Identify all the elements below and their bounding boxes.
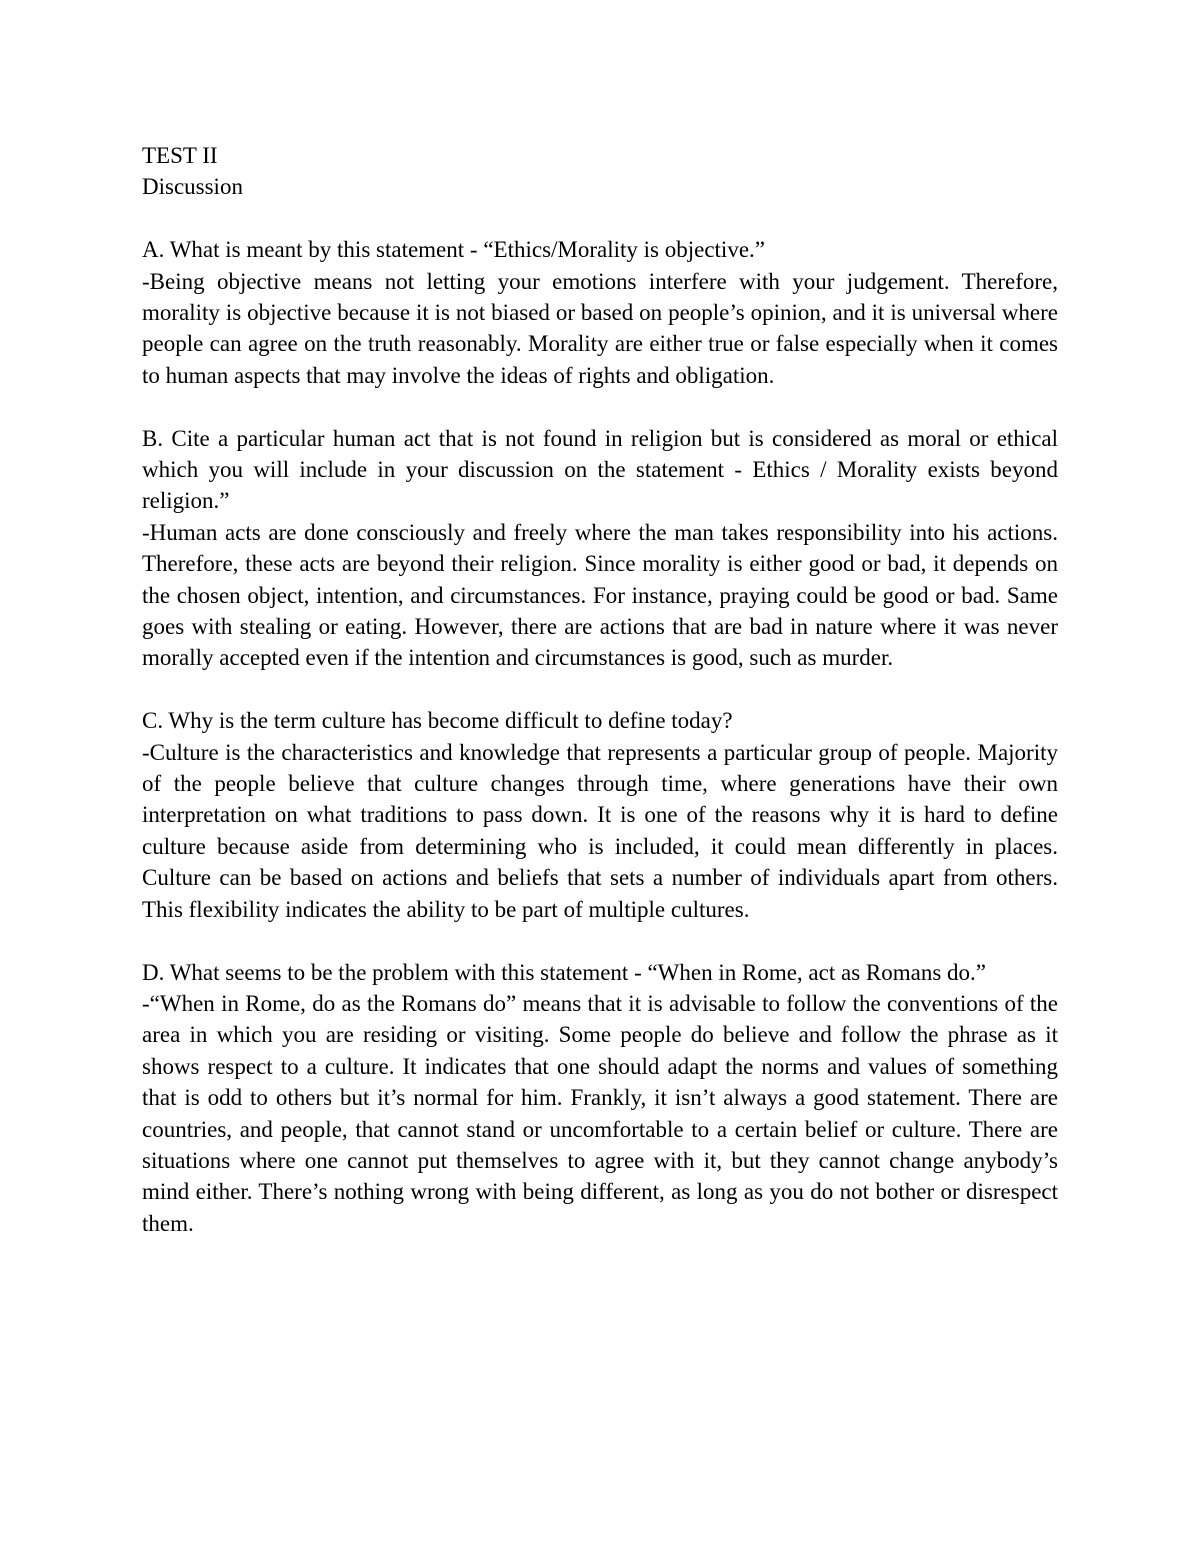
question-a: A. What is meant by this statement - “Ethics/Morality is objective.” [142, 237, 765, 263]
section-b [142, 423, 1058, 674]
question-b: B. Cite a particular human act that is not found in religion but is considered as moral or ethical which you will include in your discussion on the statement - Ethics / Morality exists beyond religion.” [142, 425, 1058, 514]
answer-b: -Human acts are done consciously and freely where the man takes responsibility into his actions. Therefore, these acts are beyond their religion. Since morality is either good or bad, it depends on the chosen object, intention, and circumstances. For instance, praying could be good or bad. Same goes with stealing or eating. However, there are actions that are bad in nature where it was never morally accepted even if the intention and circumstances is good, such as murder. [142, 519, 1058, 671]
section-d [142, 957, 1058, 1240]
section-a [142, 234, 1058, 391]
answer-a: -Being objective means not letting your emotions interfere with your judgement. Therefore, morality is objective because it is not biased or based on people’s opinion, and it is universal where people can agree on the truth reasonably. Morality are either true or false especially when it comes to human aspects that may involve the ideas of rights and obligation. [142, 268, 1058, 388]
answer-c: -Culture is the characteristics and knowledge that represents a particular group of people. Majority of the people believe that culture changes through time, where generations have their own interpretation on what traditions to pass down. It is one of the reasons why it is hard to define culture because aside from determining who is included, it could mean differently in places. Culture can be based on actions and beliefs that sets a number of individuals apart from others. This flexibility indicates the ability to be part of multiple cultures. [142, 739, 1058, 922]
section-c [142, 705, 1058, 925]
question-d: D. What seems to be the problem with this statement - “When in Rome, act as Romans do.” [142, 959, 986, 985]
document-page [142, 140, 1058, 1239]
question-c: C. Why is the term culture has become difficult to define today? [142, 708, 733, 734]
document-subtitle: Discussion [142, 174, 243, 200]
document-title: TEST II [142, 143, 218, 168]
answer-d: -“When in Rome, do as the Romans do” means that it is advisable to follow the conventions of the area in which you are residing or visiting. Some people do believe and follow the phrase as it shows respect to a culture. It indicates that one should adapt the norms and values of something that is odd to others but it’s normal for him. Frankly, it isn’t always a good statement. There are countries, and people, that cannot stand or uncomfortable to a certain belief or culture. There are situations where one cannot put themselves to agree with it, but they cannot change anybody’s mind either. There’s nothing wrong with being different, as long as you do not bother or disrespect them. [142, 990, 1058, 1236]
